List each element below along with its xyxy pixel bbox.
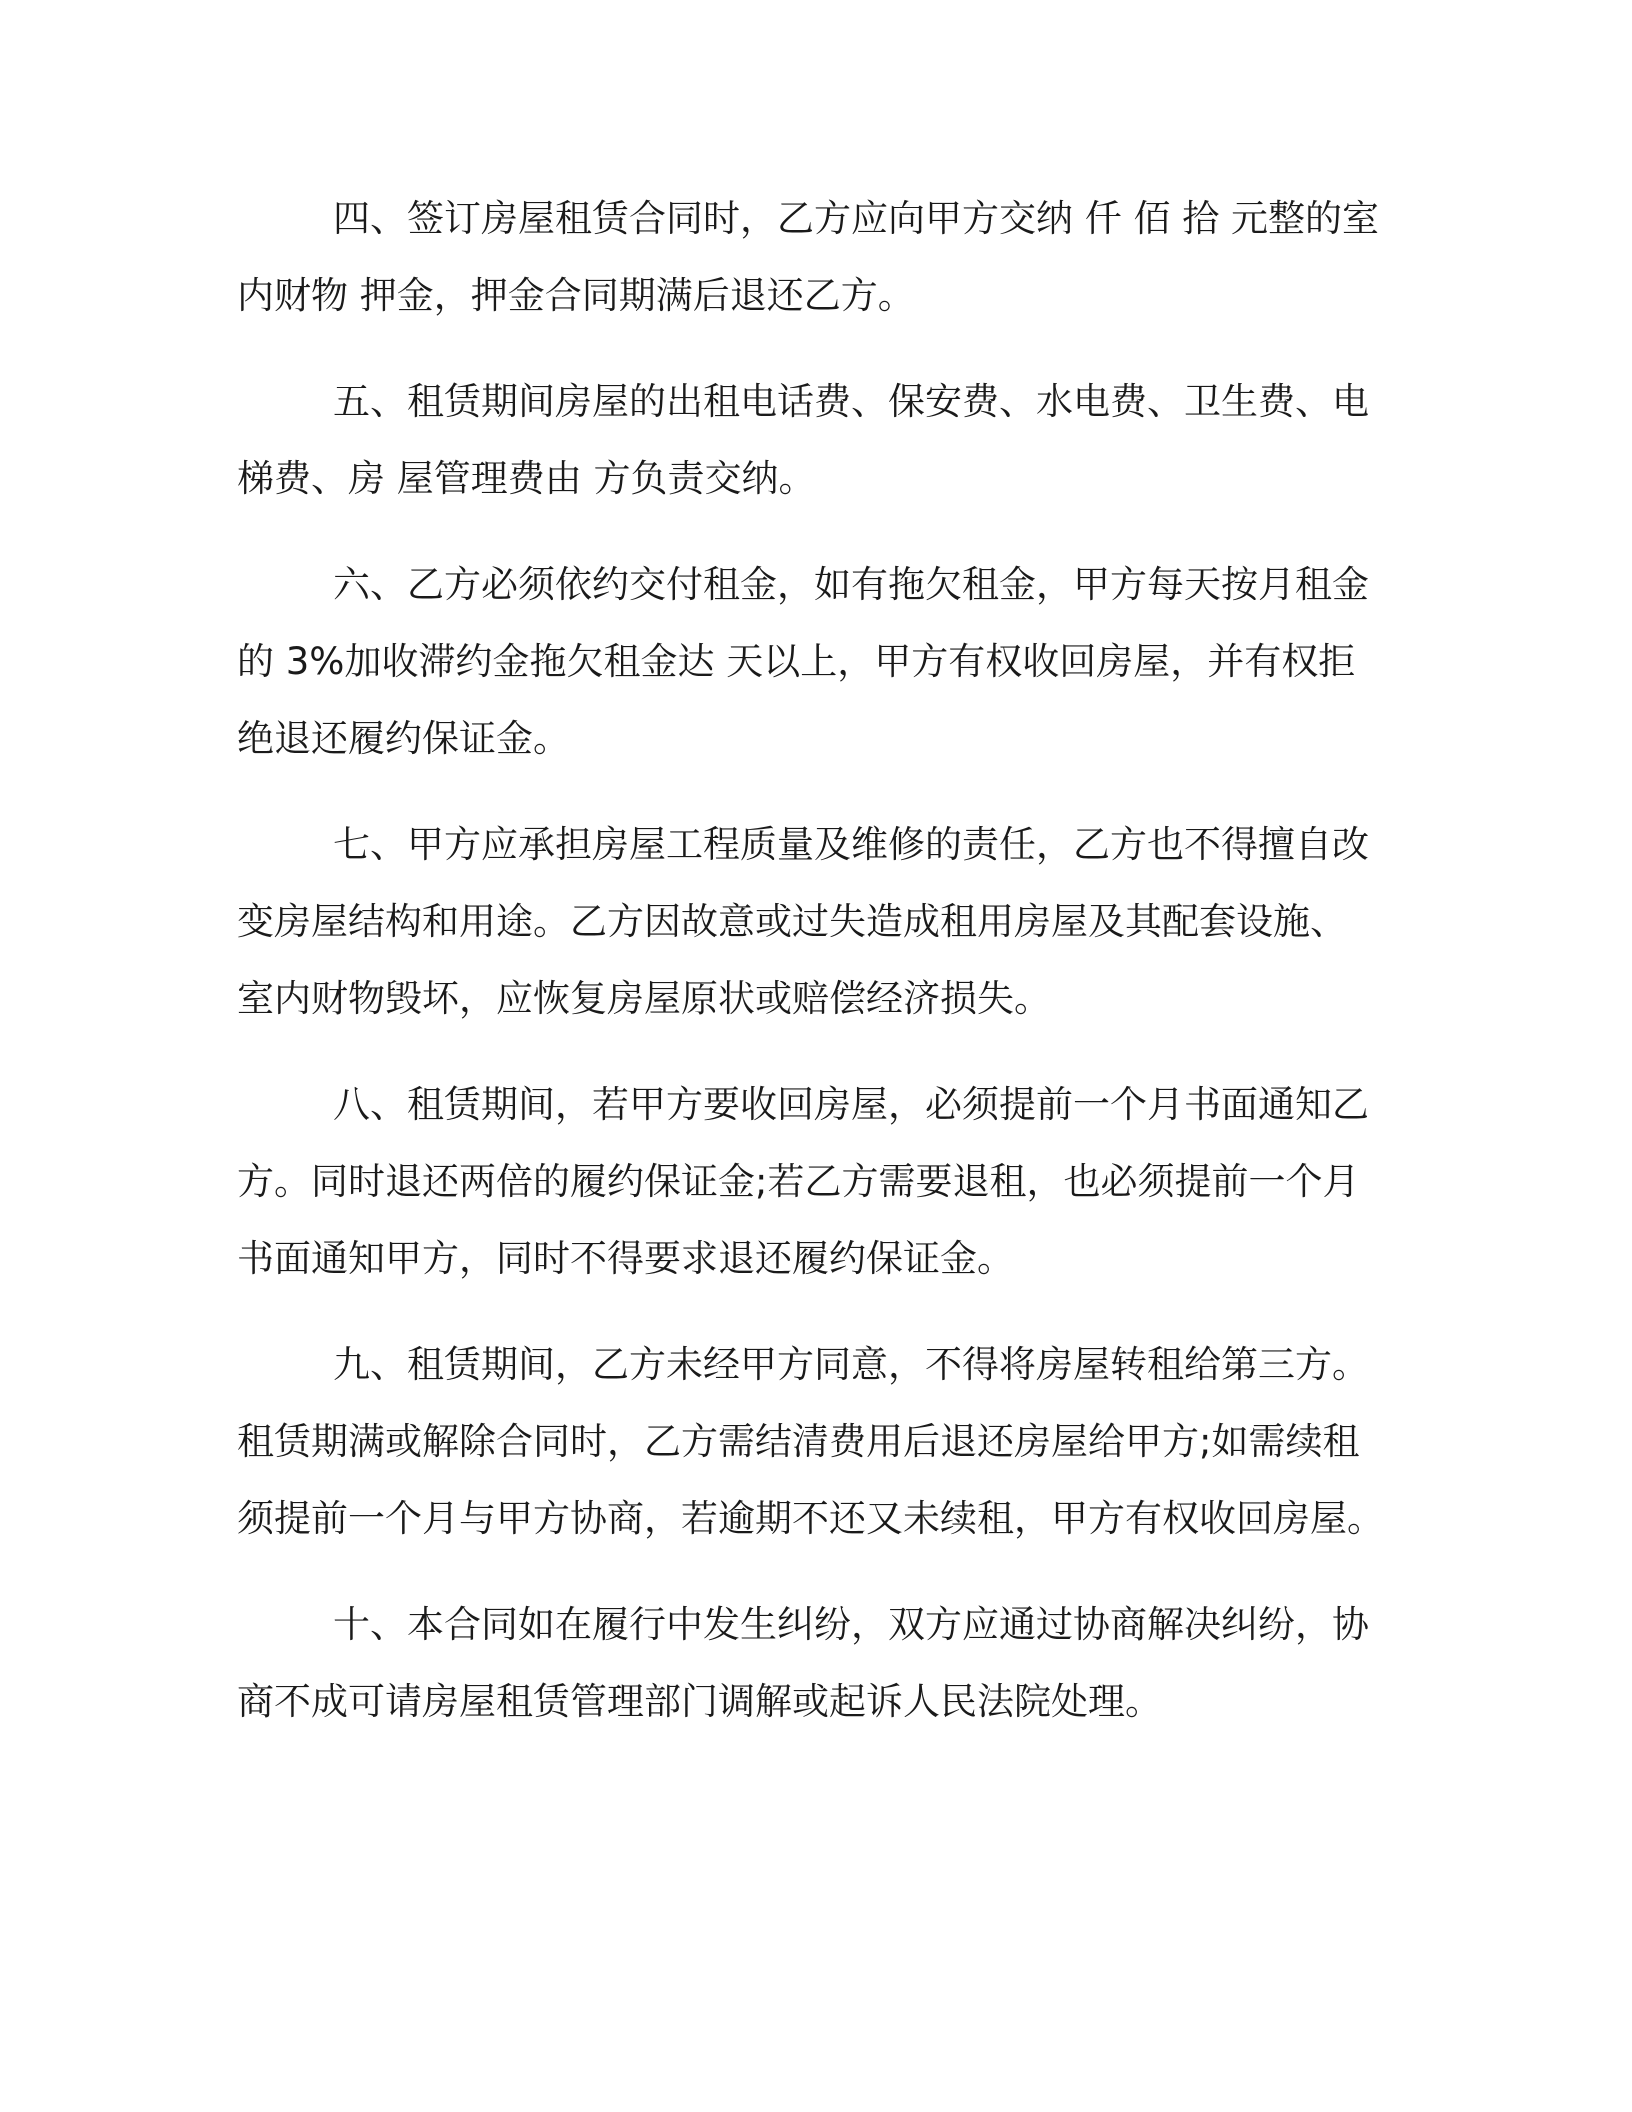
clause-4 — [237, 180, 1382, 334]
clause-5-line-1: 五、租赁期间房屋的出租电话费、保安费、水电费、卫生费、电 — [333, 380, 1369, 423]
clause-7-line-1: 七、甲方应承担房屋工程质量及维修的责任，乙方也不得擅自改 — [333, 823, 1369, 866]
clause-4-line-1: 四、签订房屋租赁合同时，乙方应向甲方交纳 仟 佰 拾 元整的室 — [333, 197, 1380, 240]
clause-9-line-3: 须提前一个月与甲方协商，若逾期不还又未续租，甲方有权收回房屋。 — [237, 1497, 1384, 1540]
clause-8-line-1: 八、租赁期间，若甲方要收回房屋，必须提前一个月书面通知乙 — [333, 1083, 1369, 1126]
clause-5-line-2: 梯费、房 屋管理费由 方负责交纳。 — [237, 457, 816, 500]
clause-8-line-2: 方。同时退还两倍的履约保证金;若乙方需要退租，也必须提前一个月 — [237, 1160, 1360, 1203]
clause-7 — [237, 806, 1382, 1037]
clause-4-line-2: 内财物 押金，押金合同期满后退还乙方。 — [237, 274, 915, 317]
clause-7-line-3: 室内财物毁坏，应恢复房屋原状或赔偿经济损失。 — [237, 977, 1051, 1020]
clause-6-line-1: 六、乙方必须依约交付租金，如有拖欠租金，甲方每天按月租金 — [333, 563, 1369, 606]
clause-6 — [237, 546, 1382, 777]
contract-body — [237, 180, 1382, 1769]
clause-6-line-3: 绝退还履约保证金。 — [237, 717, 570, 760]
clause-9-line-1: 九、租赁期间，乙方未经甲方同意，不得将房屋转租给第三方。 — [333, 1343, 1369, 1386]
clause-5 — [237, 363, 1382, 517]
clause-9 — [237, 1326, 1382, 1557]
clause-8-line-3: 书面通知甲方，同时不得要求退还履约保证金。 — [237, 1237, 1014, 1280]
clause-10-line-1: 十、本合同如在履行中发生纠纷，双方应通过协商解决纠纷，协 — [333, 1603, 1369, 1646]
clause-8 — [237, 1066, 1382, 1297]
clause-7-line-2: 变房屋结构和用途。乙方因故意或过失造成租用房屋及其配套设施、 — [237, 900, 1347, 943]
clause-6-line-2: 的 3%加收滞约金拖欠租金达 天以上，甲方有权收回房屋，并有权拒 — [237, 640, 1356, 683]
clause-10 — [237, 1586, 1382, 1740]
clause-9-line-2: 租赁期满或解除合同时，乙方需结清费用后退还房屋给甲方;如需续租 — [237, 1420, 1360, 1463]
clause-10-line-2: 商不成可请房屋租赁管理部门调解或起诉人民法院处理。 — [237, 1680, 1162, 1723]
